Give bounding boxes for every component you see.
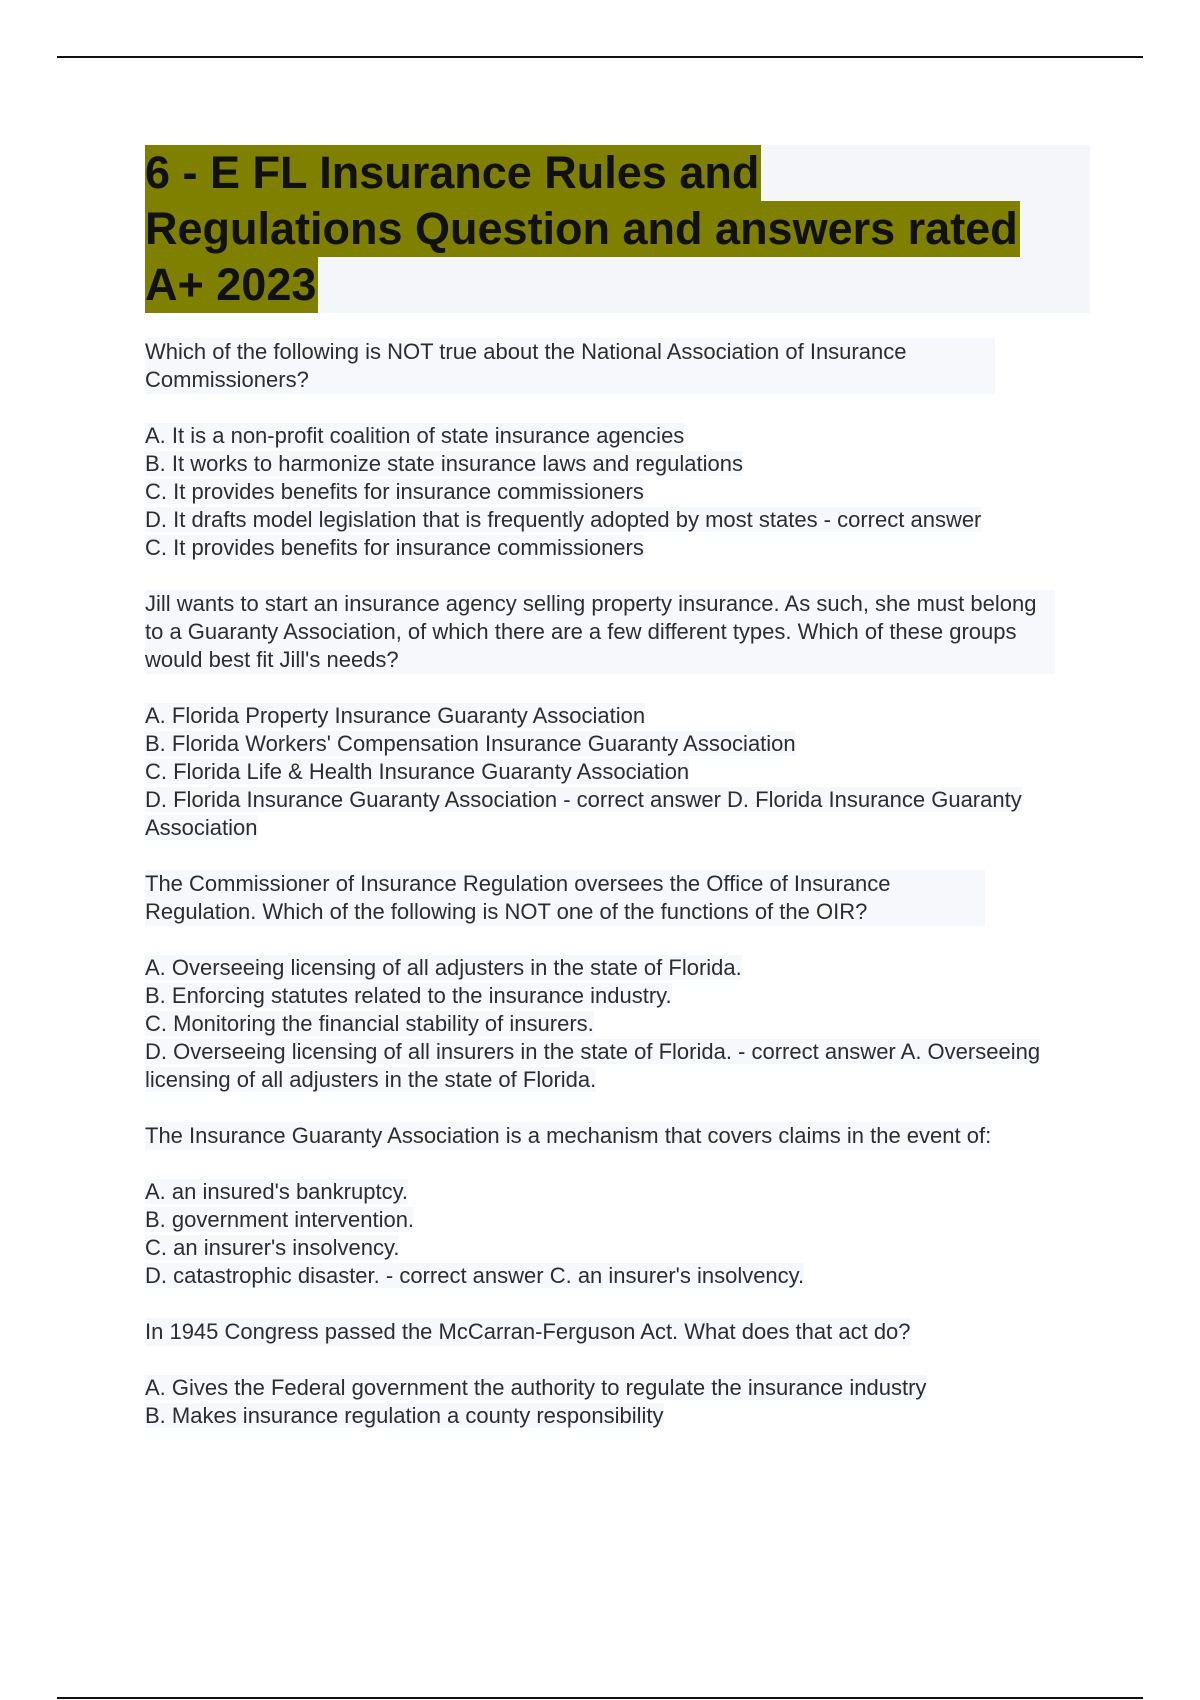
- option-2a: [145, 702, 1090, 730]
- option-1a-text: A. It is a non-profit coalition of state insurance agencies: [145, 423, 685, 448]
- question-4: The Insurance Guaranty Association is a mechanism that covers claims in the event of:: [145, 1123, 992, 1148]
- options-3: [145, 954, 1090, 1094]
- option-1c-text: C. It provides benefits for insurance commissioners: [145, 479, 644, 504]
- option-5b: [145, 1402, 1090, 1430]
- option-5a-text: A. Gives the Federal government the authority to regulate the insurance industry: [145, 1375, 927, 1400]
- answer-1: [145, 534, 1090, 562]
- option-1d-text: D. It drafts model legislation that is frequently adopted by most states - correct answer: [145, 507, 982, 532]
- option-3b: [145, 982, 1090, 1010]
- option-3b-text: B. Enforcing statutes related to the insurance industry.: [145, 983, 672, 1008]
- question-2: Jill wants to start an insurance agency selling property insurance. As such, she must belong to a Guaranty Association, of which there are a few different types. Which of these groups would best fit Jill's needs?: [145, 590, 1055, 674]
- option-4a-text: A. an insured's bankruptcy.: [145, 1179, 409, 1204]
- option-3a: [145, 954, 1090, 982]
- option-2c: [145, 758, 1090, 786]
- document-title: [145, 145, 1090, 313]
- title-line-2: Regulations Question and answers rated: [145, 201, 1020, 257]
- question-5: In 1945 Congress passed the McCarran-Ferguson Act. What does that act do?: [145, 1319, 911, 1344]
- option-2a-text: A. Florida Property Insurance Guaranty Association: [145, 703, 646, 728]
- option-3d: [145, 1038, 1045, 1094]
- option-2b: [145, 730, 1090, 758]
- option-2d-text: D. Florida Insurance Guaranty Association - correct answer D. Florida Insurance Guaranty Association: [145, 787, 1022, 840]
- options-2: [145, 702, 1090, 842]
- top-rule: [57, 56, 1143, 58]
- option-1b: [145, 450, 1090, 478]
- option-1b-text: B. It works to harmonize state insurance laws and regulations: [145, 451, 743, 476]
- options-4: [145, 1178, 1090, 1290]
- option-3d-text: D. Overseeing licensing of all insurers in the state of Florida. - correct answer A. Overseeing licensing of all adjusters in the state of Florida.: [145, 1039, 1041, 1092]
- options-1: [145, 422, 1090, 562]
- title-line-3: A+ 2023: [145, 257, 318, 313]
- option-3c-text: C. Monitoring the financial stability of insurers.: [145, 1011, 594, 1036]
- option-4b: [145, 1206, 1090, 1234]
- option-1c: [145, 478, 1090, 506]
- option-5a: [145, 1374, 1090, 1402]
- bottom-rule: [57, 1697, 1143, 1699]
- option-4a: [145, 1178, 1090, 1206]
- option-1a: [145, 422, 1090, 450]
- option-3a-text: A. Overseeing licensing of all adjusters in the state of Florida.: [145, 955, 742, 980]
- option-4d: [145, 1262, 1090, 1290]
- question-1: Which of the following is NOT true about the National Association of Insurance Commissioners?: [145, 338, 995, 394]
- option-2b-text: B. Florida Workers' Compensation Insurance Guaranty Association: [145, 731, 796, 756]
- option-2c-text: C. Florida Life & Health Insurance Guaranty Association: [145, 759, 690, 784]
- option-3c: [145, 1010, 1090, 1038]
- option-1d: [145, 506, 1090, 534]
- title-line-1: 6 - E FL Insurance Rules and: [145, 145, 761, 201]
- option-4c: [145, 1234, 1090, 1262]
- option-2d: [145, 786, 1045, 842]
- option-5b-text: B. Makes insurance regulation a county responsibility: [145, 1403, 664, 1428]
- options-5: [145, 1374, 1090, 1430]
- option-4c-text: C. an insurer's insolvency.: [145, 1235, 400, 1260]
- answer-1-text: C. It provides benefits for insurance commissioners: [145, 535, 644, 560]
- question-3: The Commissioner of Insurance Regulation oversees the Office of Insurance Regulation. Which of the following is NOT one of the functions of the OIR?: [145, 870, 985, 926]
- qa-content: [145, 338, 1090, 1458]
- option-4b-text: B. government intervention.: [145, 1207, 415, 1232]
- option-4d-text: D. catastrophic disaster. - correct answer C. an insurer's insolvency.: [145, 1263, 805, 1288]
